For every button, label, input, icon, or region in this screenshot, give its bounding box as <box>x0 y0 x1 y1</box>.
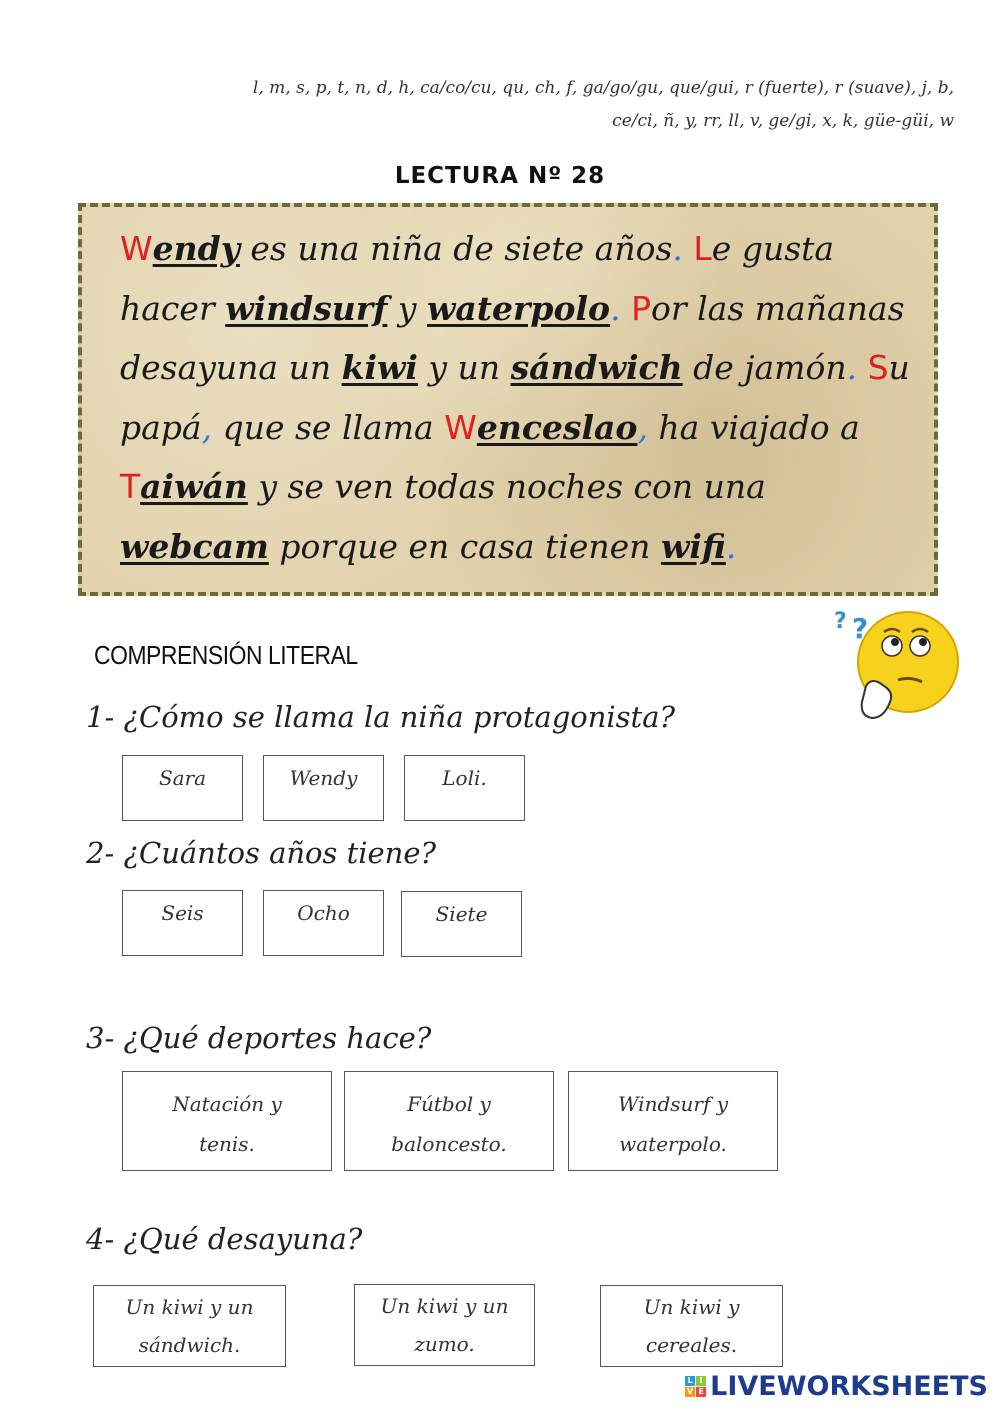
punctuation: . <box>672 229 683 268</box>
question-4: 4- ¿Qué desayuna? <box>86 1222 363 1256</box>
q2-option-seis[interactable] <box>122 890 243 956</box>
reading-text: y se ven todas noches con una <box>247 467 766 506</box>
q4-option-sandwich[interactable] <box>93 1285 286 1367</box>
reading-title: LECTURA Nº 28 <box>394 163 606 189</box>
reading-text: hacer <box>120 288 226 328</box>
reading-line-6 <box>120 517 924 577</box>
capital-letter: W <box>444 407 477 447</box>
thinking-face-icon <box>832 606 962 731</box>
q2-option-siete[interactable] <box>401 891 522 957</box>
reading-text: e gusta <box>711 229 835 268</box>
keyword: sándwich <box>510 348 683 387</box>
reading-text: es una niña de siete años <box>239 229 673 268</box>
keyword: wifi <box>660 526 726 566</box>
capital-letter: P <box>631 288 651 328</box>
reading-text: ha viajado a <box>647 407 860 447</box>
question-1: 1- ¿Cómo se llama la niña protagonista? <box>86 700 676 734</box>
letters-list <box>94 72 954 138</box>
capital-letter: S <box>867 348 889 387</box>
keyword: enceslao <box>476 407 638 447</box>
keyword: waterpolo <box>427 288 611 328</box>
option-label-line-2: zumo. <box>414 1332 475 1356</box>
question-2: 2- ¿Cuántos años tiene? <box>86 836 437 870</box>
q3-option-windsurf[interactable] <box>568 1071 778 1171</box>
q3-option-futbol[interactable] <box>344 1071 554 1171</box>
option-label-line-1: Fútbol y <box>407 1092 491 1116</box>
reading-text: de jamón <box>682 348 847 387</box>
keyword: windsurf <box>225 288 388 328</box>
option-label-line-1: Un kiwi y <box>643 1295 740 1319</box>
section-title: COMPRENSIÓN LITERAL <box>94 640 358 670</box>
reading-box <box>78 203 938 596</box>
reading-line-2 <box>120 279 924 339</box>
capital-letter: W <box>120 229 153 268</box>
punctuation: , <box>201 407 213 447</box>
question-3: 3- ¿Qué deportes hace? <box>86 1021 432 1055</box>
reading-line-5 <box>120 457 924 517</box>
q4-option-cereales[interactable] <box>600 1285 783 1367</box>
reading-text: or las mañanas <box>650 288 905 328</box>
option-label-line-1: Un kiwi y un <box>380 1294 509 1318</box>
option-label: Sara <box>158 766 207 790</box>
reading-text: u <box>888 348 910 387</box>
reading-line-4 <box>120 398 924 458</box>
keyword: aiwán <box>140 467 248 506</box>
option-label: Wendy <box>289 766 358 790</box>
q1-option-loli[interactable] <box>404 755 525 821</box>
reading-text: y un <box>417 348 511 387</box>
svg-text:?: ? <box>834 609 847 634</box>
option-label-line-2: sándwich. <box>138 1333 241 1357</box>
punctuation: . <box>725 526 737 566</box>
punctuation: , <box>637 407 648 447</box>
reading-text: papá <box>120 407 202 447</box>
reading-text: que se llama <box>212 407 445 447</box>
reading-line-3 <box>120 338 924 398</box>
capital-letter: T <box>120 467 141 506</box>
q1-option-wendy[interactable] <box>263 755 384 821</box>
reading-text <box>683 229 694 268</box>
option-label-line-2: cereales. <box>645 1333 738 1357</box>
option-label-line-1: Windsurf y <box>617 1092 729 1116</box>
logo-badge-icon: L I V E <box>685 1376 706 1397</box>
option-label: Siete <box>435 902 488 926</box>
option-label-line-2: waterpolo. <box>619 1132 727 1156</box>
punctuation: . <box>846 348 858 387</box>
reading-text: porque en casa tienen <box>268 526 661 566</box>
q1-option-sara[interactable] <box>122 755 243 821</box>
option-label-line-2: tenis. <box>199 1132 255 1156</box>
keyword: webcam <box>120 526 269 566</box>
reading-text <box>621 289 632 328</box>
punctuation: . <box>610 288 621 328</box>
keyword: kiwi <box>341 348 418 387</box>
q2-option-ocho[interactable] <box>263 890 384 956</box>
capital-letter: L <box>693 229 712 268</box>
logo-brand-text: LIVEWORKSHEETS <box>710 1371 988 1402</box>
option-label-line-2: baloncesto. <box>391 1132 507 1156</box>
reading-line-1 <box>120 219 924 279</box>
option-label: Ocho <box>297 901 350 925</box>
reading-text <box>857 348 868 387</box>
svg-text:?: ? <box>852 612 869 645</box>
reading-text: y <box>387 288 428 328</box>
reading-text: desayuna un <box>120 348 342 387</box>
q3-option-natacion[interactable] <box>122 1071 332 1171</box>
q4-option-zumo[interactable] <box>354 1284 535 1366</box>
keyword: endy <box>152 229 240 268</box>
letters-line-2: ce/ci, ñ, y, rr, ll, v, ge/gi, x, k, güe-güi, w <box>612 111 954 131</box>
option-label-line-1: Un kiwi y un <box>125 1295 254 1319</box>
liveworksheets-logo[interactable] <box>685 1371 988 1402</box>
option-label: Seis <box>161 901 204 925</box>
letters-line-1: l, m, s, p, t, n, d, h, ca/co/cu, qu, ch, f, ga/go/gu, que/gui, r (fuerte), r (suave), j, b, <box>252 78 954 98</box>
option-label-line-1: Natación y <box>172 1092 282 1116</box>
option-label: Loli. <box>442 766 487 790</box>
